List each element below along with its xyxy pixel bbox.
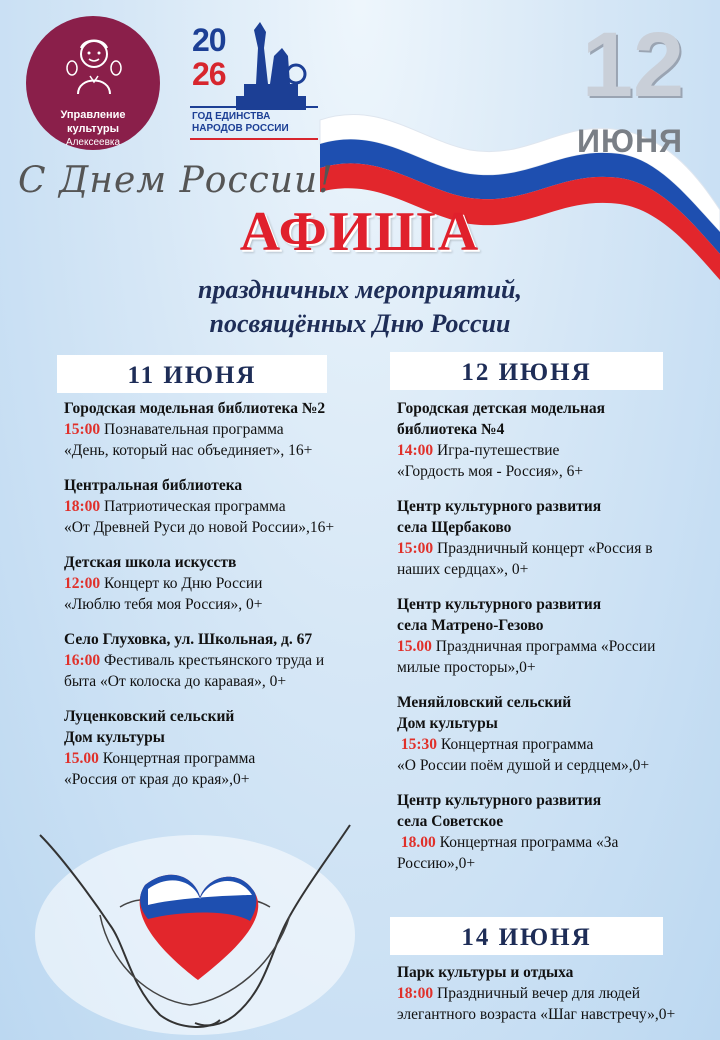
- event-desc-cont: элегантного возраста «Шаг навстречу»,0+: [397, 1006, 676, 1023]
- logo-text-line3: Алексеевка: [65, 137, 121, 148]
- event-venue: Центр культурного развития: [397, 596, 602, 613]
- events-column-14: [397, 962, 717, 1025]
- event-desc-cont: «День, который нас объединяет», 16+: [64, 442, 313, 459]
- event-item: [64, 629, 364, 692]
- event-item: [64, 706, 364, 790]
- subtitle-line1: праздничных мероприятий,: [198, 275, 522, 304]
- big-day-month: ИЮНЯ: [576, 123, 684, 159]
- event-line: [397, 440, 712, 461]
- event-venue-cont: села Матрено-Гезово: [397, 617, 544, 634]
- theater-masks-icon: [66, 32, 122, 96]
- event-line: [64, 748, 364, 769]
- event-time: 18:00: [64, 498, 101, 515]
- event-venue: Городская модельная библиотека №2: [64, 400, 326, 417]
- event-desc-cont: милые просторы»,0+: [397, 659, 536, 676]
- event-desc-cont: «Гордость моя - Россия», 6+: [397, 463, 584, 480]
- monument-icon: [226, 18, 316, 114]
- subtitle-line2: посвящённых Дню России: [209, 309, 511, 338]
- event-venue-cont: Дом культуры: [397, 715, 498, 732]
- event-venue: Луценковский сельский: [64, 708, 235, 725]
- event-line: [397, 734, 712, 755]
- badge-text-line2: НАРОДОВ РОССИИ: [192, 123, 289, 134]
- events-column-11: [64, 398, 364, 790]
- event-time: 15.00: [64, 750, 99, 767]
- event-line: [397, 832, 712, 853]
- date-header-11: 11 ИЮНЯ: [57, 355, 327, 393]
- event-time: 16:00: [64, 652, 101, 669]
- greeting-text: С Днем России!: [18, 160, 334, 201]
- event-item: [397, 790, 712, 874]
- event-line: [397, 636, 712, 657]
- event-desc-cont: наших сердцах», 0+: [397, 561, 529, 578]
- event-desc-cont: быта «От колоска до каравая», 0+: [64, 673, 287, 690]
- event-desc: Концерт ко Дню России: [100, 575, 263, 592]
- event-desc-cont: «Россия от края до края»,0+: [64, 771, 250, 788]
- event-item: [397, 962, 717, 1025]
- event-item: [397, 398, 712, 482]
- event-item: [397, 692, 712, 776]
- event-line: [64, 419, 364, 440]
- event-item: [64, 398, 364, 461]
- year-of-unity-badge: [190, 18, 320, 148]
- event-venue: Детская школа искусств: [64, 554, 237, 571]
- event-desc: Концертная программа «За: [435, 834, 619, 851]
- badge-line-top: [190, 106, 318, 108]
- event-venue: Городская детская модельная: [397, 400, 606, 417]
- event-line: [64, 650, 364, 671]
- event-desc-cont: «О России поём душой и сердцем»,0+: [397, 757, 650, 774]
- logo-text-line2: культуры: [66, 123, 119, 135]
- event-time: 15:30: [400, 736, 438, 753]
- year-top: 20: [192, 22, 226, 58]
- hands-heart-illustration: [30, 815, 360, 1035]
- event-desc: Познавательная программа: [100, 421, 284, 438]
- event-venue: Село Глуховка, ул. Школьная, д. 67: [64, 631, 313, 648]
- event-line: [64, 573, 364, 594]
- date-header-12: 12 ИЮНЯ: [390, 352, 663, 390]
- event-desc: Концертная программа: [437, 736, 594, 753]
- event-desc: Игра-путешествие: [433, 442, 560, 459]
- culture-department-logo: [26, 16, 160, 150]
- events-column-12: [397, 398, 712, 874]
- event-venue: Парк культуры и отдыха: [397, 964, 574, 981]
- event-time: 15.00: [397, 638, 432, 655]
- event-time: 14:00: [397, 442, 434, 459]
- event-time: 12:00: [64, 575, 101, 592]
- event-desc: Праздничная программа «России: [431, 638, 656, 655]
- event-time: 18:00: [397, 985, 434, 1002]
- big-day-number: 12: [581, 14, 685, 116]
- event-desc-cont: Россию»,0+: [397, 855, 476, 872]
- event-item: [397, 594, 712, 678]
- badge-line-bottom: [190, 138, 318, 140]
- event-venue: Меняйловский сельский: [397, 694, 572, 711]
- event-venue: Центр культурного развития: [397, 498, 602, 515]
- event-venue-cont: Дом культуры: [64, 729, 165, 746]
- event-time: 15:00: [64, 421, 101, 438]
- event-time: 15:00: [397, 540, 434, 557]
- event-line: [64, 496, 364, 517]
- event-item: [64, 552, 364, 615]
- logo-text-line1: Управление: [60, 109, 126, 121]
- event-venue: Центр культурного развития: [397, 792, 602, 809]
- event-desc: Концертная программа: [98, 750, 256, 767]
- event-venue-cont: села Щербаково: [397, 519, 512, 536]
- date-header-14: 14 ИЮНЯ: [390, 917, 663, 955]
- event-venue-cont: библиотека №4: [397, 421, 505, 438]
- event-desc: Праздничный концерт «Россия в: [433, 540, 653, 557]
- event-desc: Праздничный вечер для людей: [433, 985, 641, 1002]
- badge-text-line1: ГОД ЕДИНСТВА: [192, 111, 271, 122]
- event-desc: Патриотическая программа: [100, 498, 286, 515]
- event-venue-cont: села Советское: [397, 813, 504, 830]
- event-time: 18.00: [400, 834, 436, 851]
- event-desc: Фестиваль крестьянского труда и: [100, 652, 325, 669]
- event-item: [397, 496, 712, 580]
- event-desc-cont: «От Древней Руси до новой России»,16+: [64, 519, 335, 536]
- event-line: [397, 983, 717, 1004]
- event-venue: Центральная библиотека: [64, 477, 243, 494]
- page-title: АФИША: [239, 201, 481, 263]
- event-item: [64, 475, 364, 538]
- year-bottom: 26: [192, 56, 226, 92]
- event-line: [397, 538, 712, 559]
- event-desc-cont: «Люблю тебя моя Россия», 0+: [64, 596, 263, 613]
